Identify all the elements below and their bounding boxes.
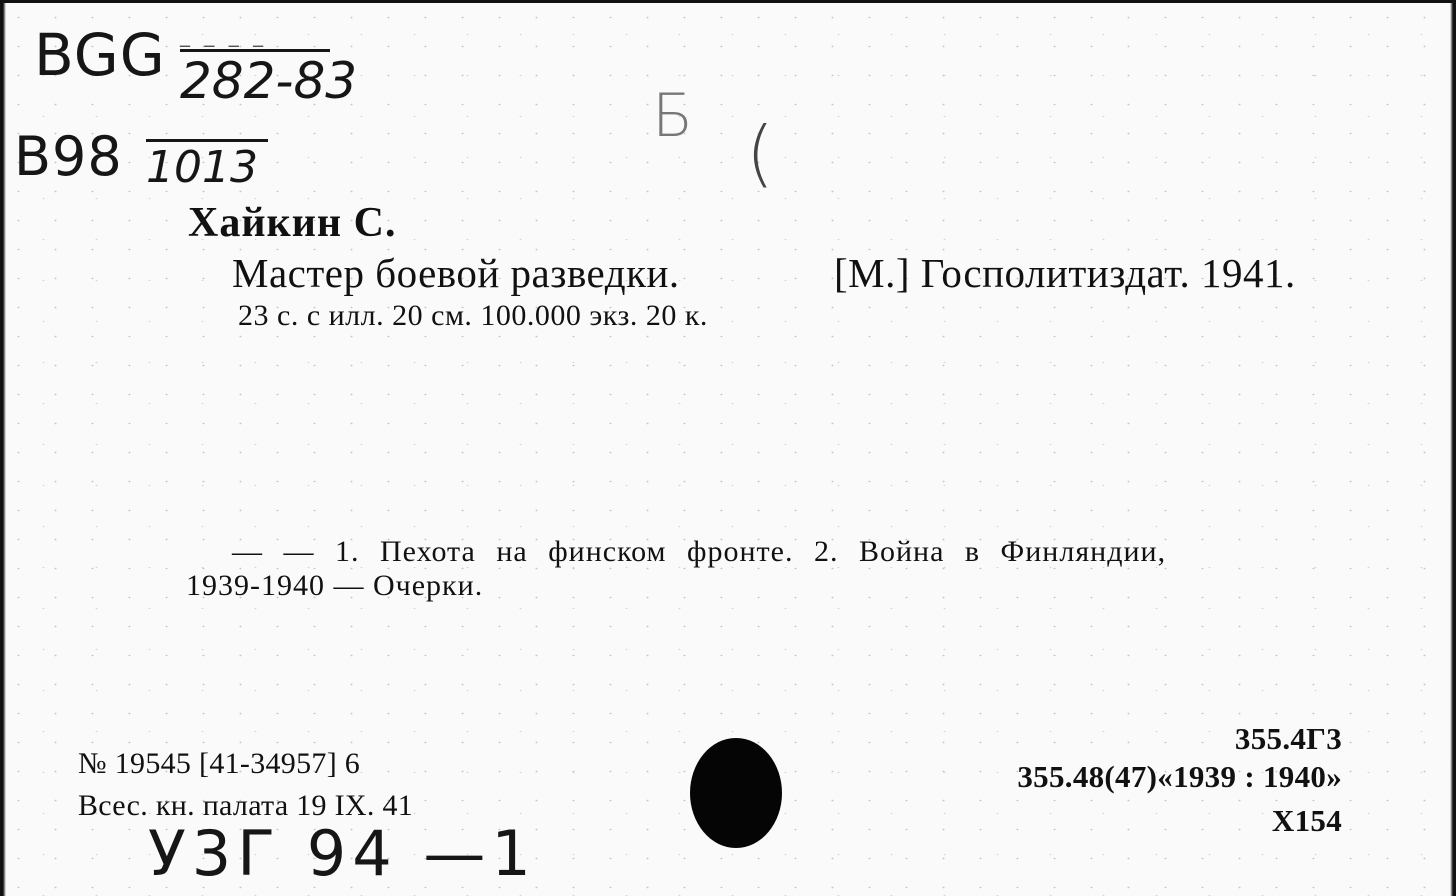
physical-description: 23 с. с илл. 20 см. 100.000 экз. 20 к. (238, 299, 708, 332)
author-name: Хайкин С. (188, 200, 397, 246)
card-right-edge (1450, 3, 1456, 896)
imprint: [М.] Госполитиздат. 1941. (834, 250, 1296, 296)
shelfmark-fraction-1 (180, 23, 357, 110)
inventory-number: У3Г 94 —1 (148, 817, 537, 890)
classification-2: 355.48(47)«1939 : 1940» (1017, 759, 1342, 794)
pencil-mark-c: ( (746, 111, 776, 195)
classification-1: 355.4Г3 (1234, 721, 1342, 756)
subject-headings-line-2: 1939-1940 — Очерки. (186, 569, 484, 602)
book-title: Мастер боевой разведки. (232, 250, 680, 296)
punch-hole (690, 738, 782, 848)
shelfmark-fraction-1-bottom: 282-83 (180, 52, 358, 110)
shelfmark-prefix-2: B98 (14, 125, 123, 188)
classification-3: Х154 (1271, 803, 1342, 838)
card-left-edge (0, 3, 8, 896)
book-chamber-stamp: Всес. кн. палата 19 IX. 41 (78, 789, 414, 822)
subject-headings-line-1: — — 1. Пехота на финском фронте. 2. Война в Финляндии, (232, 535, 1167, 568)
shelfmark-prefix-1: BGG (34, 21, 166, 89)
shelfmark-fraction-2 (146, 139, 268, 194)
record-number: № 19545 [41-34957] 6 (78, 747, 361, 780)
shelfmark-fraction-2-bottom: 1013 (146, 142, 258, 193)
shelfmark-fraction-1-top: _ _ _ _ (180, 23, 268, 47)
pencil-mark-b: Б (652, 81, 695, 151)
